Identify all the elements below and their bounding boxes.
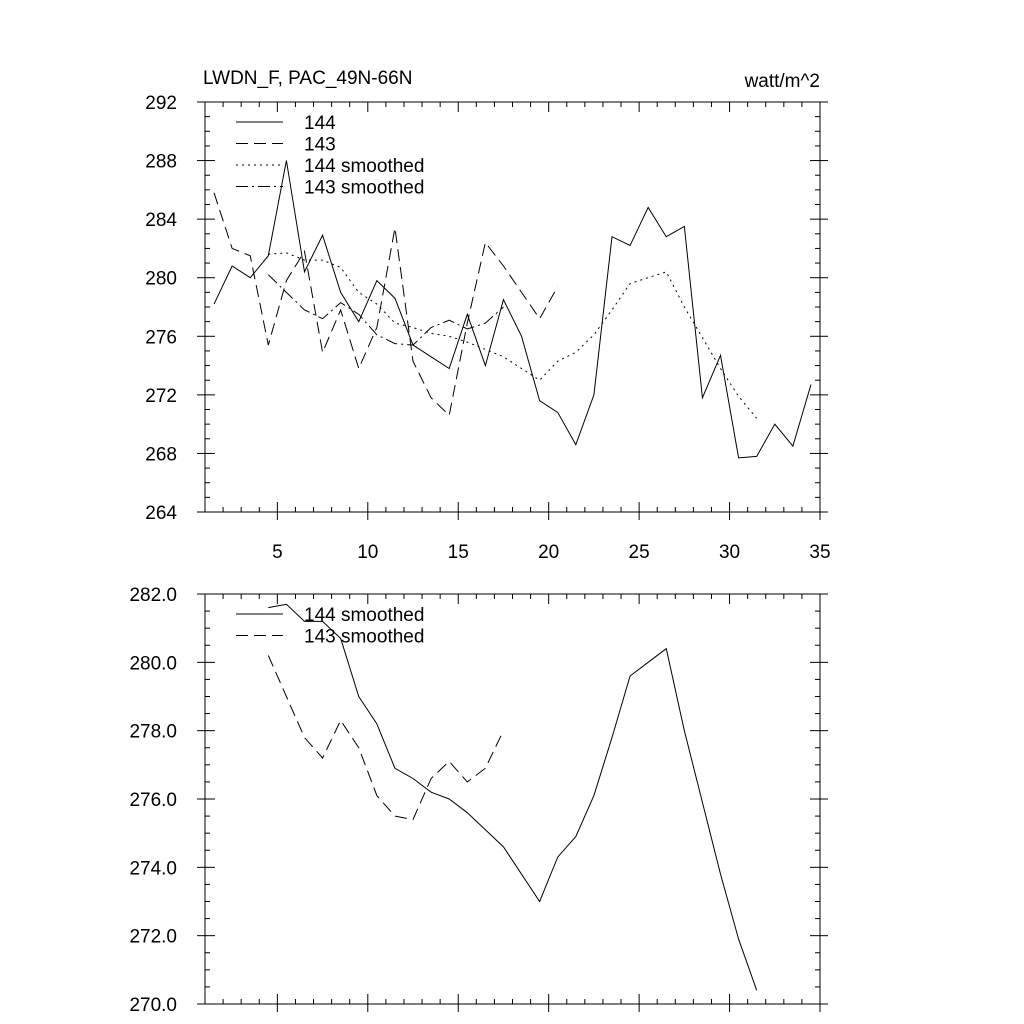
y-tick-label: 280 <box>145 268 177 290</box>
legend-label-144-smoothed: 144 smoothed <box>304 605 425 626</box>
y-tick-label: 276 <box>145 327 177 349</box>
y-tick-label: 278.0 <box>129 721 177 743</box>
y-tick-label: 280.0 <box>129 653 177 675</box>
x-tick-label: 35 <box>809 542 831 563</box>
legend-label-143-smoothed: 143 smoothed <box>304 177 425 199</box>
top-panel-title: LWDN_F, PAC_49N-66N <box>203 68 413 89</box>
y-tick-label: 272 <box>145 385 177 407</box>
y-tick-label: 282.0 <box>129 585 177 606</box>
legend-label-143-smoothed: 143 smoothed <box>304 626 425 648</box>
y-tick-label: 292 <box>145 93 177 114</box>
x-tick-label: 5 <box>272 542 283 563</box>
legend-label-143: 143 <box>304 134 336 156</box>
y-tick-label: 272.0 <box>129 926 177 948</box>
top-panel-units: watt/m^2 <box>744 71 820 92</box>
x-tick-label: 30 <box>718 542 741 563</box>
y-tick-label: 270.0 <box>129 995 177 1016</box>
x-tick-label: 20 <box>538 542 560 563</box>
legend-label-144-smoothed: 144 smoothed <box>304 156 425 177</box>
y-tick-label: 288 <box>145 151 177 173</box>
x-tick-label: 15 <box>447 542 469 563</box>
legend-label-144: 144 <box>304 113 336 134</box>
y-tick-label: 274.0 <box>129 858 177 880</box>
y-tick-label: 276.0 <box>129 790 177 811</box>
x-tick-label: 10 <box>357 542 379 563</box>
y-tick-label: 284 <box>145 210 177 232</box>
x-tick-label: 25 <box>628 542 650 563</box>
y-tick-label: 264 <box>145 503 177 524</box>
y-tick-label: 268 <box>145 444 177 466</box>
